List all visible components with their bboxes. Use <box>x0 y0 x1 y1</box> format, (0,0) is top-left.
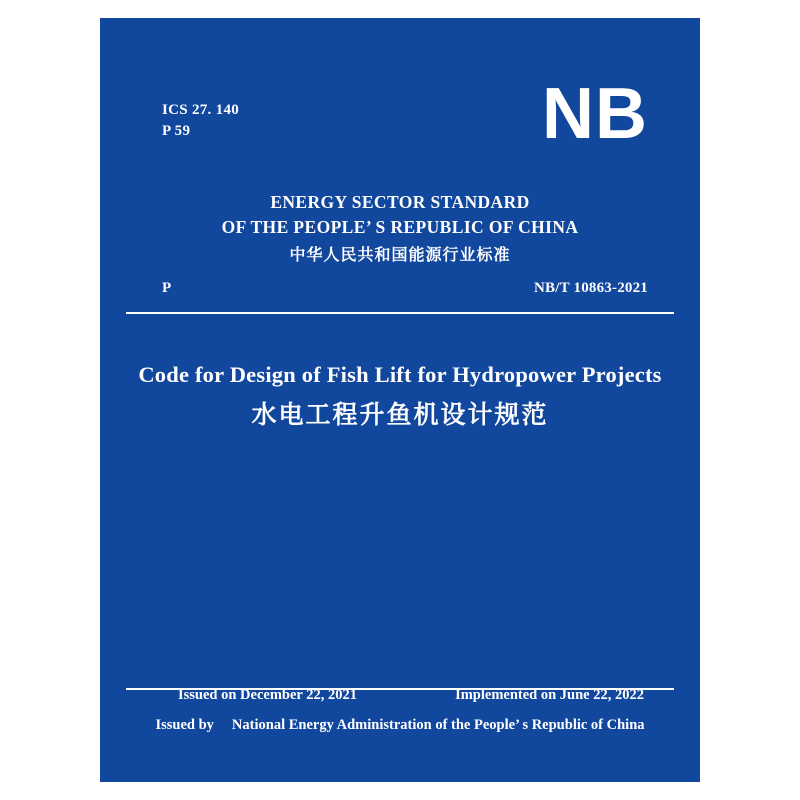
nb-logo: NB <box>542 74 648 154</box>
standard-heading-en-line2: OF THE PEOPLE’ S REPUBLIC OF CHINA <box>221 217 579 237</box>
standard-cover <box>100 18 700 782</box>
standard-heading-en-line1: ENERGY SECTOR STANDARD <box>270 192 530 212</box>
standard-number: NB/T 10863-2021 <box>534 280 648 296</box>
standard-code-row <box>100 280 700 302</box>
divider-top <box>126 312 674 314</box>
issued-date: Issued on December 22, 2021 <box>178 687 357 703</box>
issuer-row <box>100 717 700 734</box>
issuer-name: National Energy Administration of the People’ s Republic of China <box>231 717 645 733</box>
document-title-en: Code for Design of Fish Lift for Hydropower Projects <box>138 362 662 387</box>
cover-header <box>100 74 700 160</box>
ics-block <box>162 100 239 142</box>
standard-heading-cn: 中华人民共和国能源行业标准 <box>289 245 511 264</box>
issued-by-label: Issued by <box>155 717 214 733</box>
document-title <box>100 358 700 438</box>
category-code: P <box>162 280 172 296</box>
implemented-date: Implemented on June 22, 2022 <box>455 687 644 703</box>
document-title-cn: 水电工程升鱼机设计规范 <box>251 400 549 429</box>
ics-number: ICS 27. 140 <box>162 102 240 118</box>
dates-row <box>100 687 700 711</box>
standard-heading <box>100 190 700 270</box>
classification-code: P 59 <box>162 123 191 139</box>
